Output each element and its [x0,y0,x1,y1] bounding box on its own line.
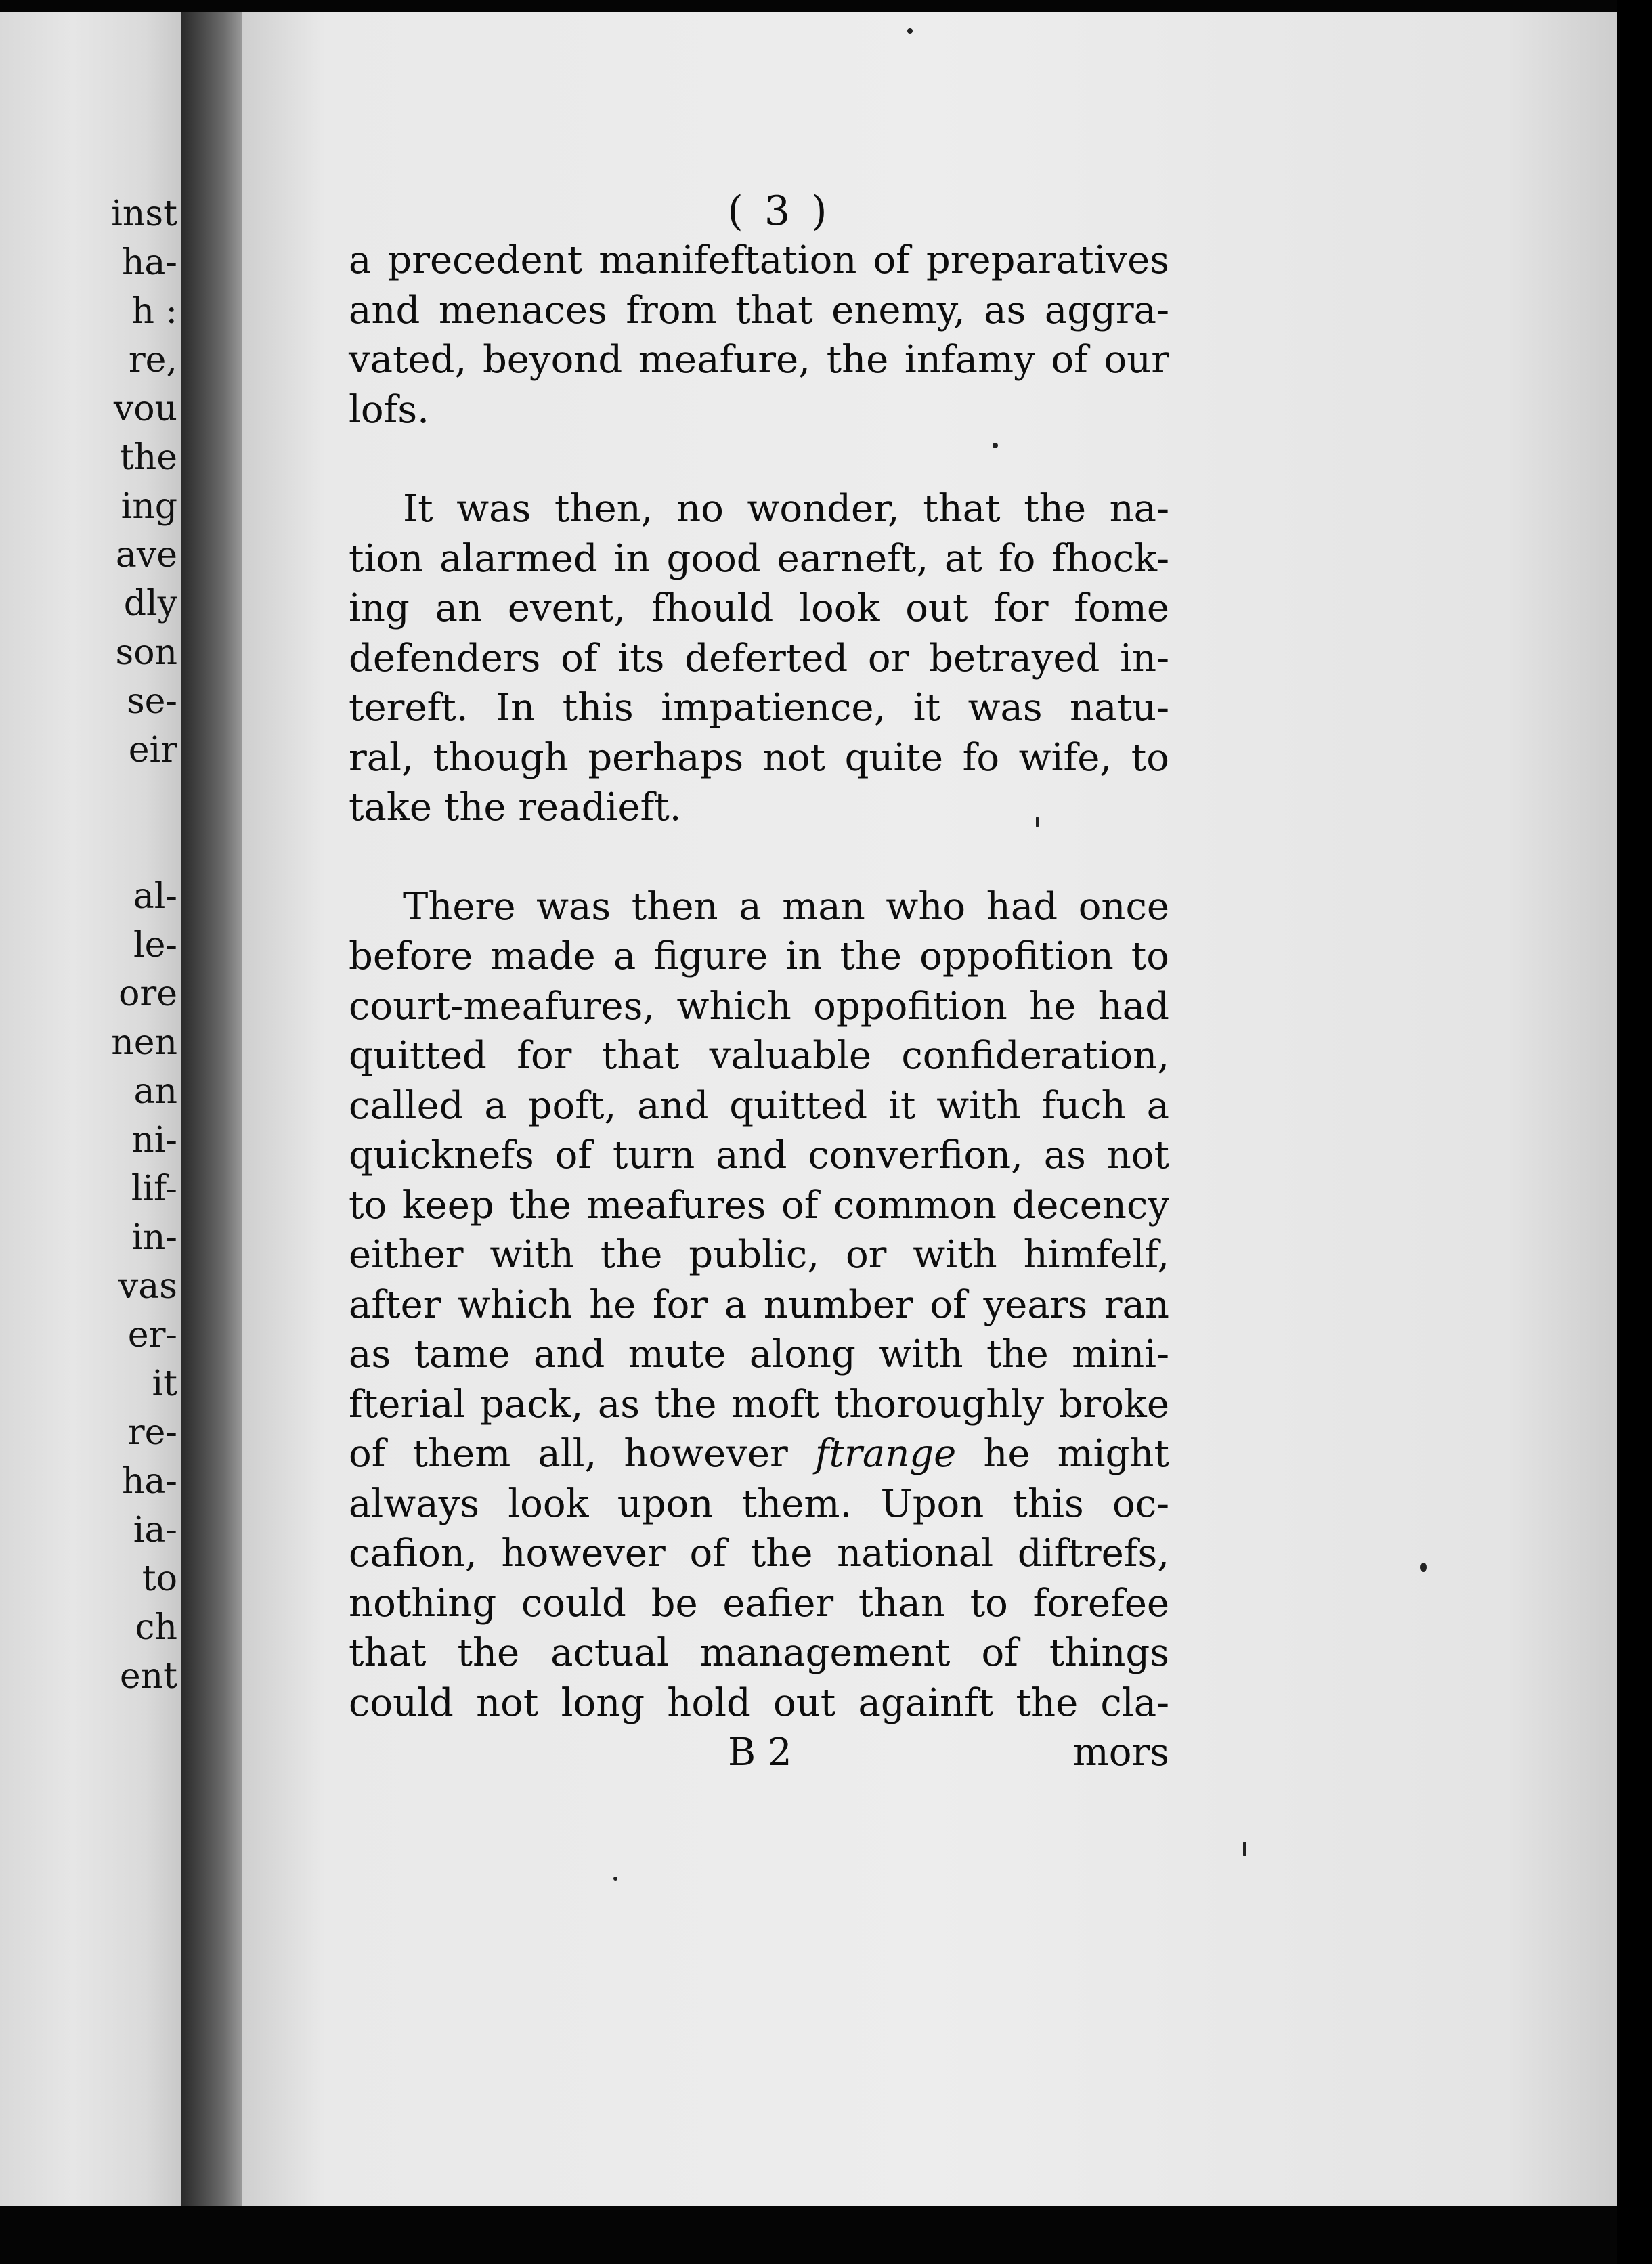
text-line [349,1429,1169,1479]
catchword: mors [1072,1730,1169,1775]
text-line: ral, though perhaps not quite fo wife, to [349,735,1169,780]
previous-page-fragment: son [115,632,177,673]
text-line: vated, beyond meafure, the infamy of our [349,338,1169,382]
text-line: to keep the meafures of common decency [349,1183,1169,1227]
scan-border [1617,0,1652,2264]
text-line: as tame and mute along with the mini- [349,1332,1169,1376]
previous-page-fragment: lif- [131,1169,177,1209]
page-number: ( 3 ) [727,188,831,235]
text-line: before made a figure in the oppofition to [349,934,1169,978]
paragraph-1 [349,236,1169,435]
previous-page-fragment: ha- [121,242,177,283]
previous-page-fragment: the [119,437,177,478]
text-line: a precedent manifeftation of preparatives [349,238,1169,282]
previous-page-fragment: ni- [131,1120,177,1160]
previous-page-fragment: ing [121,486,177,527]
paragraph-3 [349,882,1169,1728]
page-text-block [349,188,1169,1778]
text-line: fterial pack, as the moft thoroughly broke [349,1382,1169,1427]
previous-page-fragment: vou [113,389,177,429]
previous-page-fragment: vas [118,1266,177,1307]
text-line: called a poft, and quitted it with fuch a [349,1083,1169,1128]
scan-speck [1243,1842,1246,1856]
italic-word: ftrange [814,1432,957,1476]
scan-speck [1036,817,1039,827]
signature-mark: B 2 [728,1730,792,1775]
previous-page-fragment: le- [133,925,177,965]
text-fragment: he might [956,1432,1169,1476]
scan-speck [993,443,998,448]
text-line: ing an event, fhould look out for fome [349,586,1169,630]
scan-speck [907,28,913,34]
previous-page-fragment: ent [119,1656,177,1697]
previous-page-fragment: in- [131,1217,177,1258]
previous-page-fragment: h : [131,291,177,332]
previous-page-edge [0,12,181,2206]
text-line: cafion, however of the national diftrefs, [349,1531,1169,1575]
previous-page-fragment: ore [118,974,177,1014]
previous-page-fragment: er- [127,1315,177,1355]
text-line: defenders of its deferted or betrayed in- [349,636,1169,680]
previous-page-fragment: re, [128,340,177,380]
text-line: It was then, no wonder, that the na- [403,487,1169,531]
text-line: and menaces from that enemy, as aggra- [349,288,1169,332]
previous-page-fragment: se- [126,681,177,722]
previous-page-fragment: ia- [133,1510,177,1550]
text-line: either with the public, or with himfelf, [349,1233,1169,1277]
text-line: could not long hold out againft the cla- [349,1680,1169,1725]
previous-page-fragment: it [152,1364,177,1404]
scan-speck [1420,1563,1427,1572]
text-line: nothing could be eafier than to forefee [349,1581,1169,1626]
previous-page-fragment: ch [135,1607,177,1648]
previous-page-fragment: eir [128,730,177,770]
text-line: court-meafures, which oppofition he had [349,984,1169,1028]
previous-page-fragment [111,823,177,872]
text-line: always look upon them. Upon this oc- [349,1481,1169,1526]
text-line: quitted for that valuable confideration, [349,1034,1169,1078]
catchline [349,1728,1169,1778]
previous-page-line-endings [111,190,177,1701]
text-line: There was then a man who had once [403,884,1169,929]
previous-page-fragment: nen [111,1022,177,1063]
text-line: that the actual management of things [349,1631,1169,1675]
paragraph-2 [349,484,1169,833]
previous-page-fragment: ave [115,535,177,575]
previous-page-fragment: re- [127,1412,177,1453]
text-line: lofs. [349,387,429,432]
previous-page-fragment: to [142,1559,177,1599]
previous-page-fragment [111,775,177,823]
text-line: tereft. In this impatience, it was natu- [349,686,1169,730]
previous-page-fragment: an [133,1071,177,1112]
text-fragment: of them all, however [349,1432,815,1476]
text-line: tion alarmed in good earneft, at fo fhock- [349,536,1169,581]
text-line: after which he for a number of years ran [349,1282,1169,1327]
previous-page-fragment: dly [123,584,177,624]
text-line: quicknefs of turn and converfion, as not [349,1133,1169,1177]
previous-page-fragment: inst [111,194,177,234]
previous-page-fragment: ha- [121,1461,177,1502]
previous-page-fragment: al- [133,876,177,917]
scan-speck [613,1877,617,1881]
text-line: take the readieft. [349,785,682,829]
book-gutter-shadow [181,12,242,2206]
